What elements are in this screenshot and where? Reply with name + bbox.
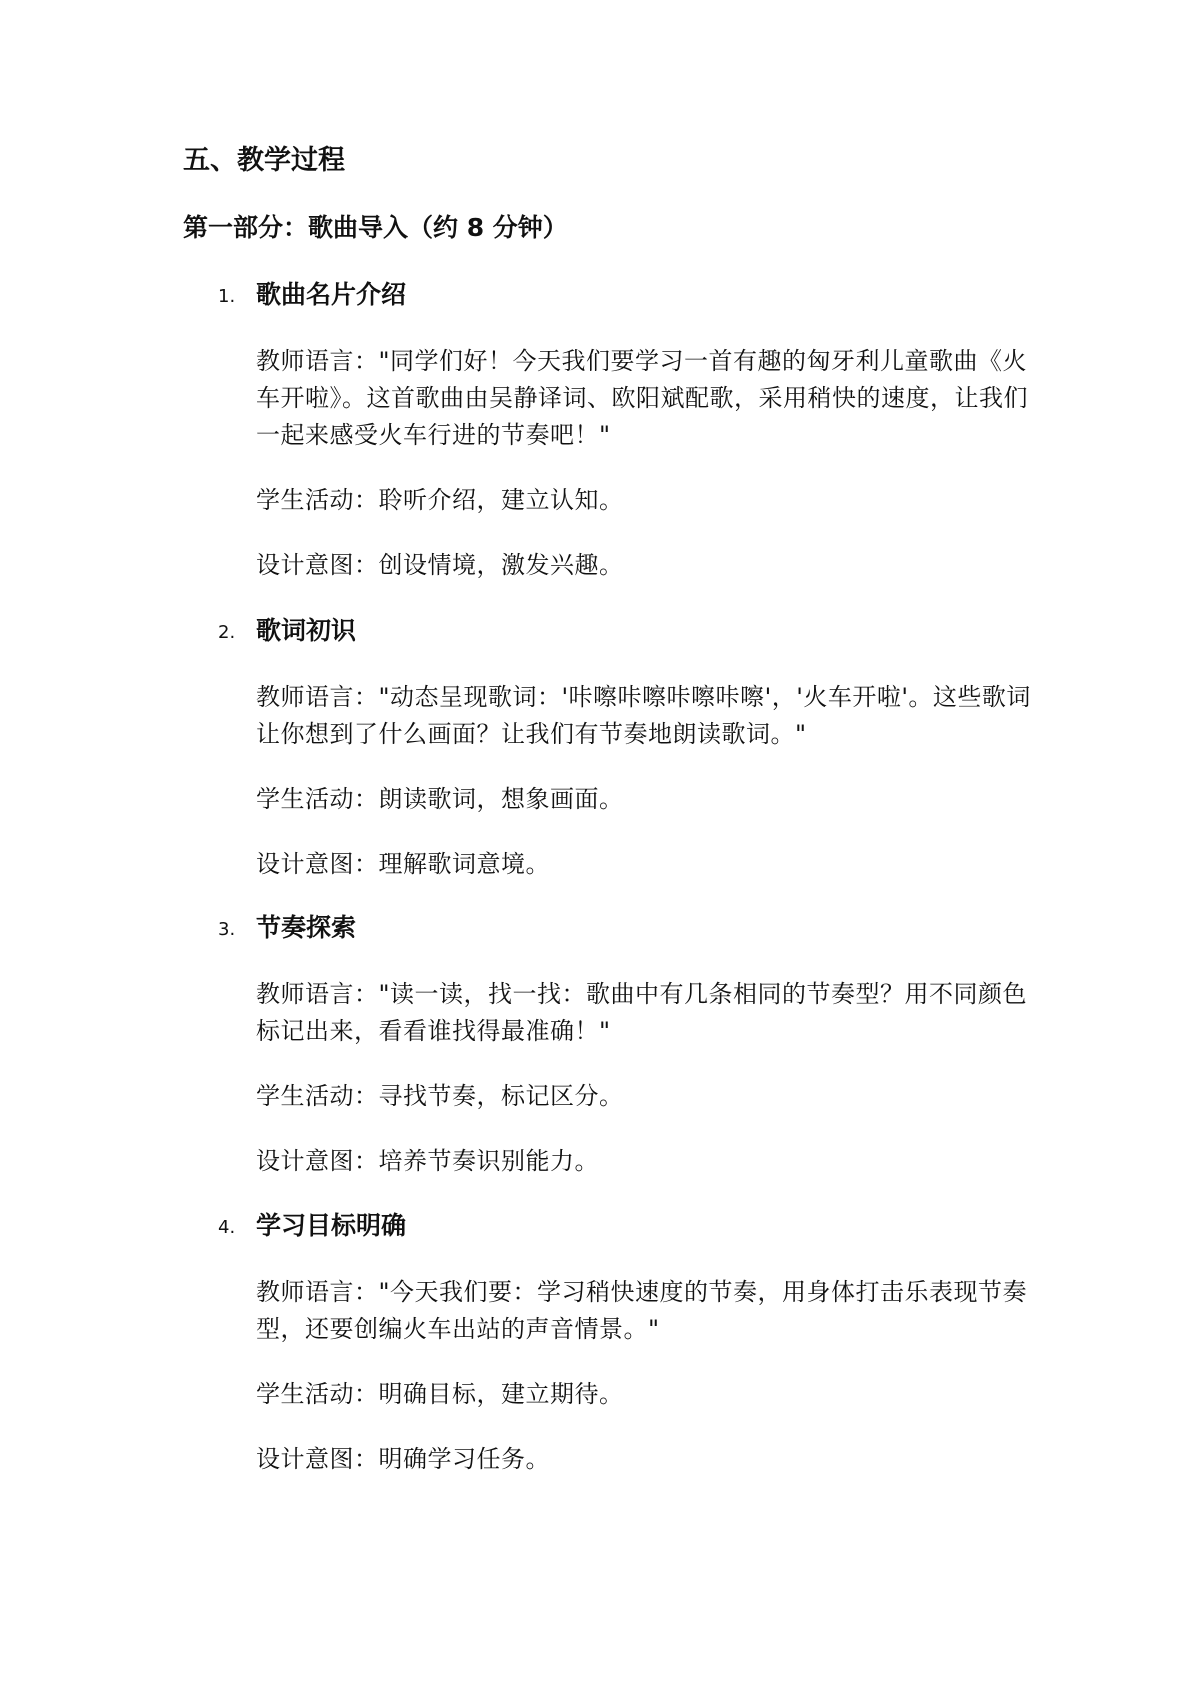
list-item	[218, 1208, 1038, 1478]
list-item	[218, 613, 1038, 883]
list-item-header	[218, 613, 1038, 649]
list-item	[218, 277, 1038, 584]
design-intent: 设计意图：明确学习任务。	[256, 1445, 550, 1473]
student-activity: 学生活动：聆听介绍，建立认知。	[256, 486, 624, 514]
design-intent: 设计意图：创设情境，激发兴趣。	[256, 551, 624, 579]
student-activity: 学生活动：朗读歌词，想象画面。	[256, 785, 624, 813]
part-heading: 第一部分：歌曲导入（约 8 分钟）	[183, 213, 568, 242]
list-item-title: 节奏探索	[256, 913, 357, 942]
list-item-title: 学习目标明确	[256, 1211, 407, 1240]
list-item	[218, 910, 1038, 1180]
list-item-header	[218, 1208, 1038, 1244]
list-item-number: 4.	[218, 1217, 236, 1238]
list-item-number: 2.	[218, 622, 236, 643]
student-activity: 学生活动：明确目标，建立期待。	[256, 1380, 624, 1408]
list-item-title: 歌曲名片介绍	[256, 280, 407, 309]
list-item-header	[218, 277, 1038, 313]
design-intent: 设计意图：培养节奏识别能力。	[256, 1147, 599, 1175]
teacher-language: 教师语言："同学们好！今天我们要学习一首有趣的匈牙利儿童歌曲《火车开啦》。这首歌曲由吴静译词、欧阳斌配歌，采用稍快的速度，让我们一起来感受火车行进的节奏吧！"	[256, 347, 1028, 449]
section-heading: 五、教学过程	[183, 145, 345, 176]
list-item-header	[218, 910, 1038, 946]
list-item-number: 1.	[218, 286, 236, 307]
student-activity: 学生活动：寻找节奏，标记区分。	[256, 1082, 624, 1110]
teacher-language: 教师语言："今天我们要：学习稍快速度的节奏，用身体打击乐表现节奏型，还要创编火车出站的声音情景。"	[256, 1278, 1028, 1343]
design-intent: 设计意图：理解歌词意境。	[256, 850, 550, 878]
list-item-number: 3.	[218, 919, 236, 940]
list-item-title: 歌词初识	[256, 616, 357, 645]
teacher-language: 教师语言："动态呈现歌词：'咔嚓咔嚓咔嚓咔嚓'，'火车开啦'。这些歌词让你想到了什么画面？让我们有节奏地朗读歌词。"	[256, 683, 1031, 748]
teacher-language: 教师语言："读一读，找一找：歌曲中有几条相同的节奏型？用不同颜色标记出来，看看谁找得最准确！"	[256, 980, 1028, 1045]
